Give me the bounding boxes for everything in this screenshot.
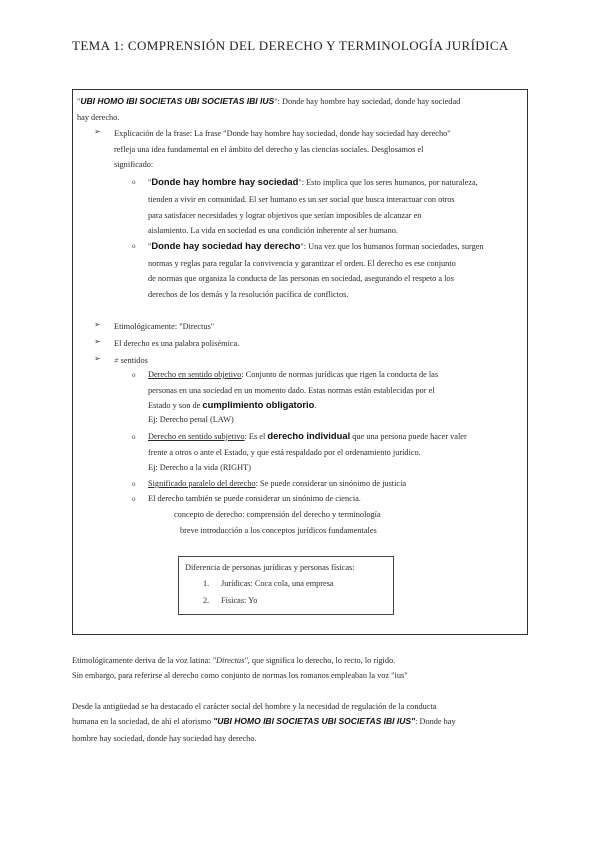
explicacion-line2: refleja una idea fundamental en el ámbito del derecho y las ciencias sociales. Desglosamos el — [114, 145, 424, 154]
arrow-bullet-icon: ➢ — [94, 127, 101, 136]
latin-phrase-line: "UBI HOMO IBI SOCIETAS UBI SOCIETAS IBI IUS": Donde hay hombre hay sociedad, donde hay sociedad — [77, 96, 461, 106]
page-title: TEMA 1: COMPRENSIÓN DEL DERECHO Y TERMINOLOGÍA JURÍDICA — [72, 38, 509, 53]
ciencia-line: El derecho también se puede considerar un sinónimo de ciencia. — [148, 494, 361, 503]
circle-bullet-icon: o — [132, 480, 136, 488]
sub2-line1: "Donde hay sociedad hay derecho": Una vez que los humanos forman sociedades, surgen — [148, 240, 484, 251]
explicacion-line3: significado: — [114, 160, 154, 169]
objetivo-line2: personas en una sociedad en un momento dado. Estas normas están establecidas por el — [148, 386, 435, 395]
footer-p2-line3: hombre hay sociedad, donde hay sociedad hay derecho. — [72, 734, 257, 743]
sub1-line1: "Donde hay hombre hay sociedad": Esto implica que los seres humanos, por naturaleza, — [148, 176, 478, 187]
arrow-bullet-icon: ➢ — [94, 320, 101, 329]
footer-p1-line2: Sin embargo, para referirse al derecho como conjunto de normas los romanos empleaban la voz "ius" — [72, 671, 408, 680]
latin-phrase-line2: hay derecho. — [77, 113, 120, 122]
footer-p2-line2: humana en la sociedad, de ahí el aforismo "UBI HOMO IBI SOCIETAS UBI SOCIETAS IBI IUS": Donde hay — [72, 716, 456, 726]
personas-item-fisicas: Físicas: Yo — [221, 596, 258, 605]
circle-bullet-icon: o — [132, 178, 136, 186]
sub2-line3: de normas que organiza la conducta de las personas en sociedad, asegurando el respeto a los — [148, 274, 454, 283]
footer-p1-line1: Etimológicamente deriva de la voz latina: "Directus", que significa lo derecho, lo recto, lo rígido. — [72, 656, 396, 665]
sub2-line2: normas y reglas para regular la convivencia y garantizar el orden. El derecho es ese conjunto — [148, 259, 456, 268]
objetivo-line1: Derecho en sentido objetivo: Conjunto de normas jurídicas que rigen la conducta de las — [148, 370, 439, 379]
objetivo-line3: Estado y son de cumplimiento obligatorio. — [148, 399, 317, 410]
personas-item-juridicas: Jurídicas: Coca cola, una empresa — [221, 579, 334, 588]
sentidos-line: ≠ sentidos — [114, 356, 148, 365]
breve-line: breve introducción a los conceptos jurídicos fundamentales — [180, 526, 377, 535]
circle-bullet-icon: o — [132, 371, 136, 379]
circle-bullet-icon: o — [132, 242, 136, 250]
paralelo-line: Significado paralelo del derecho: Se puede considerar un sinónimo de justicia — [148, 479, 407, 488]
etimo-line: Etimológicamente: "Directus" — [114, 322, 215, 331]
footer-p2-line1: Desde la antigüedad se ha destacado el carácter social del hombre y la necesidad de regulación de la conducta — [72, 702, 437, 711]
latin-phrase: UBI HOMO IBI SOCIETAS UBI SOCIETAS IBI IUS — [80, 96, 275, 106]
sub1-line2: tienden a vivir en comunidad. El ser humano es un ser social que busca interactuar con otros — [148, 195, 455, 204]
personas-num-2: 2. — [203, 596, 210, 605]
arrow-bullet-icon: ➢ — [94, 337, 101, 346]
personas-num-1: 1. — [203, 579, 210, 588]
personas-title: Diferencia de personas jurídicas y personas físicas: — [185, 563, 355, 572]
subjetivo-line1: Derecho en sentido subjetivo: Es el derecho individual que una persona puede hacer valer — [148, 430, 467, 441]
objetivo-ej: Ej: Derecho penal (LAW) — [148, 415, 234, 424]
circle-bullet-icon: o — [132, 495, 136, 503]
sub2-line4: derechos de los demás y la resolución pacífica de conflictos. — [148, 290, 349, 299]
circle-bullet-icon: o — [132, 433, 136, 441]
subjetivo-ej: Ej: Derecho a la vida (RIGHT) — [148, 463, 251, 472]
sub1-line4: aislamiento. La vida en sociedad es una condición inherente al ser humano. — [148, 226, 398, 235]
concepto-line: concepto de derecho: comprensión del derecho y terminología — [174, 510, 381, 519]
explicacion-line1: Explicación de la frase: La frase "Donde hay hombre hay sociedad, donde hay sociedad hay derecho" — [114, 129, 451, 138]
sub1-line3: para satisfacer necesidades y lograr objetivos que serían imposibles de alcanzar en — [148, 211, 422, 220]
arrow-bullet-icon: ➢ — [94, 354, 101, 363]
polisemica-line: El derecho es una palabra polisémica. — [114, 339, 240, 348]
subjetivo-line2: frente a otros o ante el Estado, y que está respaldado por el ordenamiento jurídico. — [148, 448, 421, 457]
